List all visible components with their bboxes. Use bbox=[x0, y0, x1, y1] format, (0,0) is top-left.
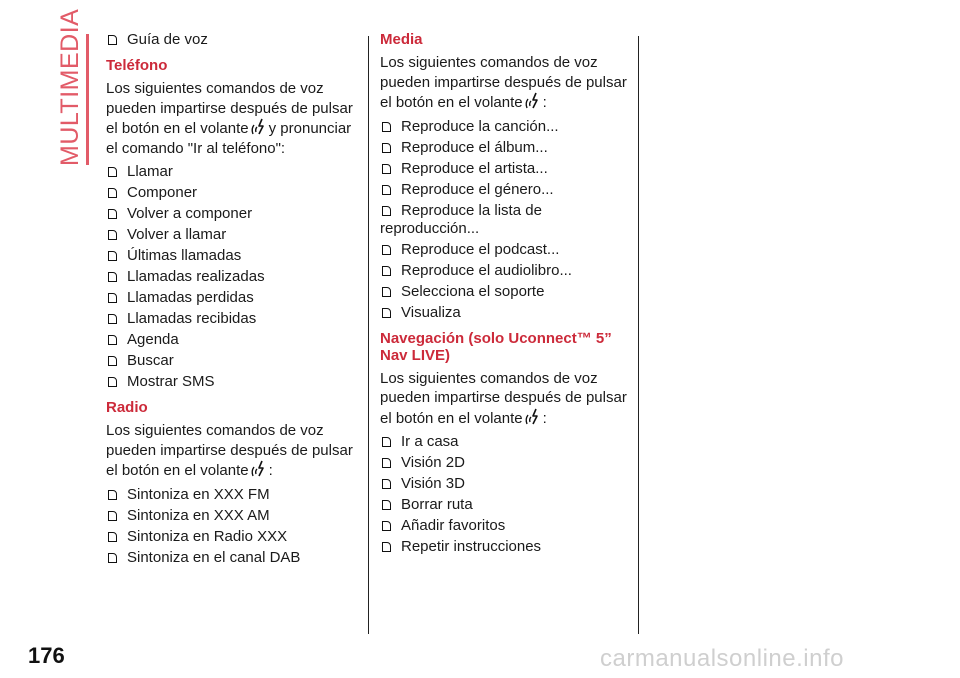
section-accent-bar bbox=[86, 34, 89, 165]
top-list bbox=[106, 31, 358, 49]
list-item: Reproduce la lista de reproducción... bbox=[380, 202, 632, 238]
list-item: Sintoniza en XXX FM bbox=[106, 486, 358, 504]
heading-telefono: Teléfono bbox=[106, 57, 168, 74]
list-item: Reproduce el álbum... bbox=[380, 139, 632, 157]
list-item: Volver a componer bbox=[106, 205, 358, 223]
list-item: Mostrar SMS bbox=[106, 373, 358, 391]
column-left bbox=[106, 31, 358, 575]
list-radio bbox=[106, 486, 358, 567]
list-item: Sintoniza en XXX AM bbox=[106, 507, 358, 525]
section-title: MULTIMEDIA bbox=[56, 8, 84, 166]
watermark: carmanualsonline.info bbox=[600, 645, 844, 672]
voice-command-icon bbox=[250, 118, 267, 135]
list-item: Volver a llamar bbox=[106, 226, 358, 244]
voice-command-icon bbox=[250, 460, 267, 477]
list-item: Reproduce el género... bbox=[380, 181, 632, 199]
voice-command-icon bbox=[524, 92, 541, 109]
heading-radio: Radio bbox=[106, 399, 148, 416]
list-item: Añadir favoritos bbox=[380, 517, 632, 535]
heading-media: Media bbox=[380, 31, 423, 48]
list-item: Reproduce el podcast... bbox=[380, 241, 632, 259]
list-item: Reproduce el artista... bbox=[380, 160, 632, 178]
list-item: Visión 2D bbox=[380, 454, 632, 472]
list-item: Sintoniza en el canal DAB bbox=[106, 549, 358, 567]
list-item: Últimas llamadas bbox=[106, 247, 358, 265]
intro-navegacion: Los siguientes comandos de voz pueden impartirse después de pulsar el botón en el volante : bbox=[380, 369, 627, 427]
list-item: Buscar bbox=[106, 352, 358, 370]
list-item: Llamadas perdidas bbox=[106, 289, 358, 307]
list-item: Reproduce el audiolibro... bbox=[380, 262, 632, 280]
list-item: Componer bbox=[106, 184, 358, 202]
list-item: Llamar bbox=[106, 163, 358, 181]
list-item: Llamadas realizadas bbox=[106, 268, 358, 286]
list-item: Llamadas recibidas bbox=[106, 310, 358, 328]
column-divider bbox=[368, 36, 369, 634]
list-item: Repetir instrucciones bbox=[380, 538, 632, 556]
list-item: Agenda bbox=[106, 331, 358, 349]
heading-navegacion: Navegación (solo Uconnect™ 5” Nav LIVE) bbox=[380, 329, 612, 364]
list-item: Visualiza bbox=[380, 304, 632, 322]
list-item: Ir a casa bbox=[380, 433, 632, 451]
intro-radio: Los siguientes comandos de voz pueden impartirse después de pulsar el botón en el volante : bbox=[106, 422, 353, 479]
list-item: Sintoniza en Radio XXX bbox=[106, 528, 358, 546]
intro-telefono: Los siguientes comandos de voz pueden impartirse después de pulsar el botón en el volante y pronunciar el comando "Ir al teléfono": bbox=[106, 80, 353, 157]
list-media bbox=[380, 118, 632, 322]
list-navegacion bbox=[380, 433, 632, 556]
column-divider bbox=[638, 36, 639, 634]
column-right bbox=[380, 31, 632, 564]
page-number: 176 bbox=[28, 643, 65, 668]
list-item: Visión 3D bbox=[380, 475, 632, 493]
list-item: Reproduce la canción... bbox=[380, 118, 632, 136]
list-item: Borrar ruta bbox=[380, 496, 632, 514]
list-item: Selecciona el soporte bbox=[380, 283, 632, 301]
list-telefono bbox=[106, 163, 358, 391]
list-item: Guía de voz bbox=[106, 31, 358, 49]
voice-command-icon bbox=[524, 408, 541, 425]
intro-media: Los siguientes comandos de voz pueden impartirse después de pulsar el botón en el volante : bbox=[380, 54, 627, 111]
